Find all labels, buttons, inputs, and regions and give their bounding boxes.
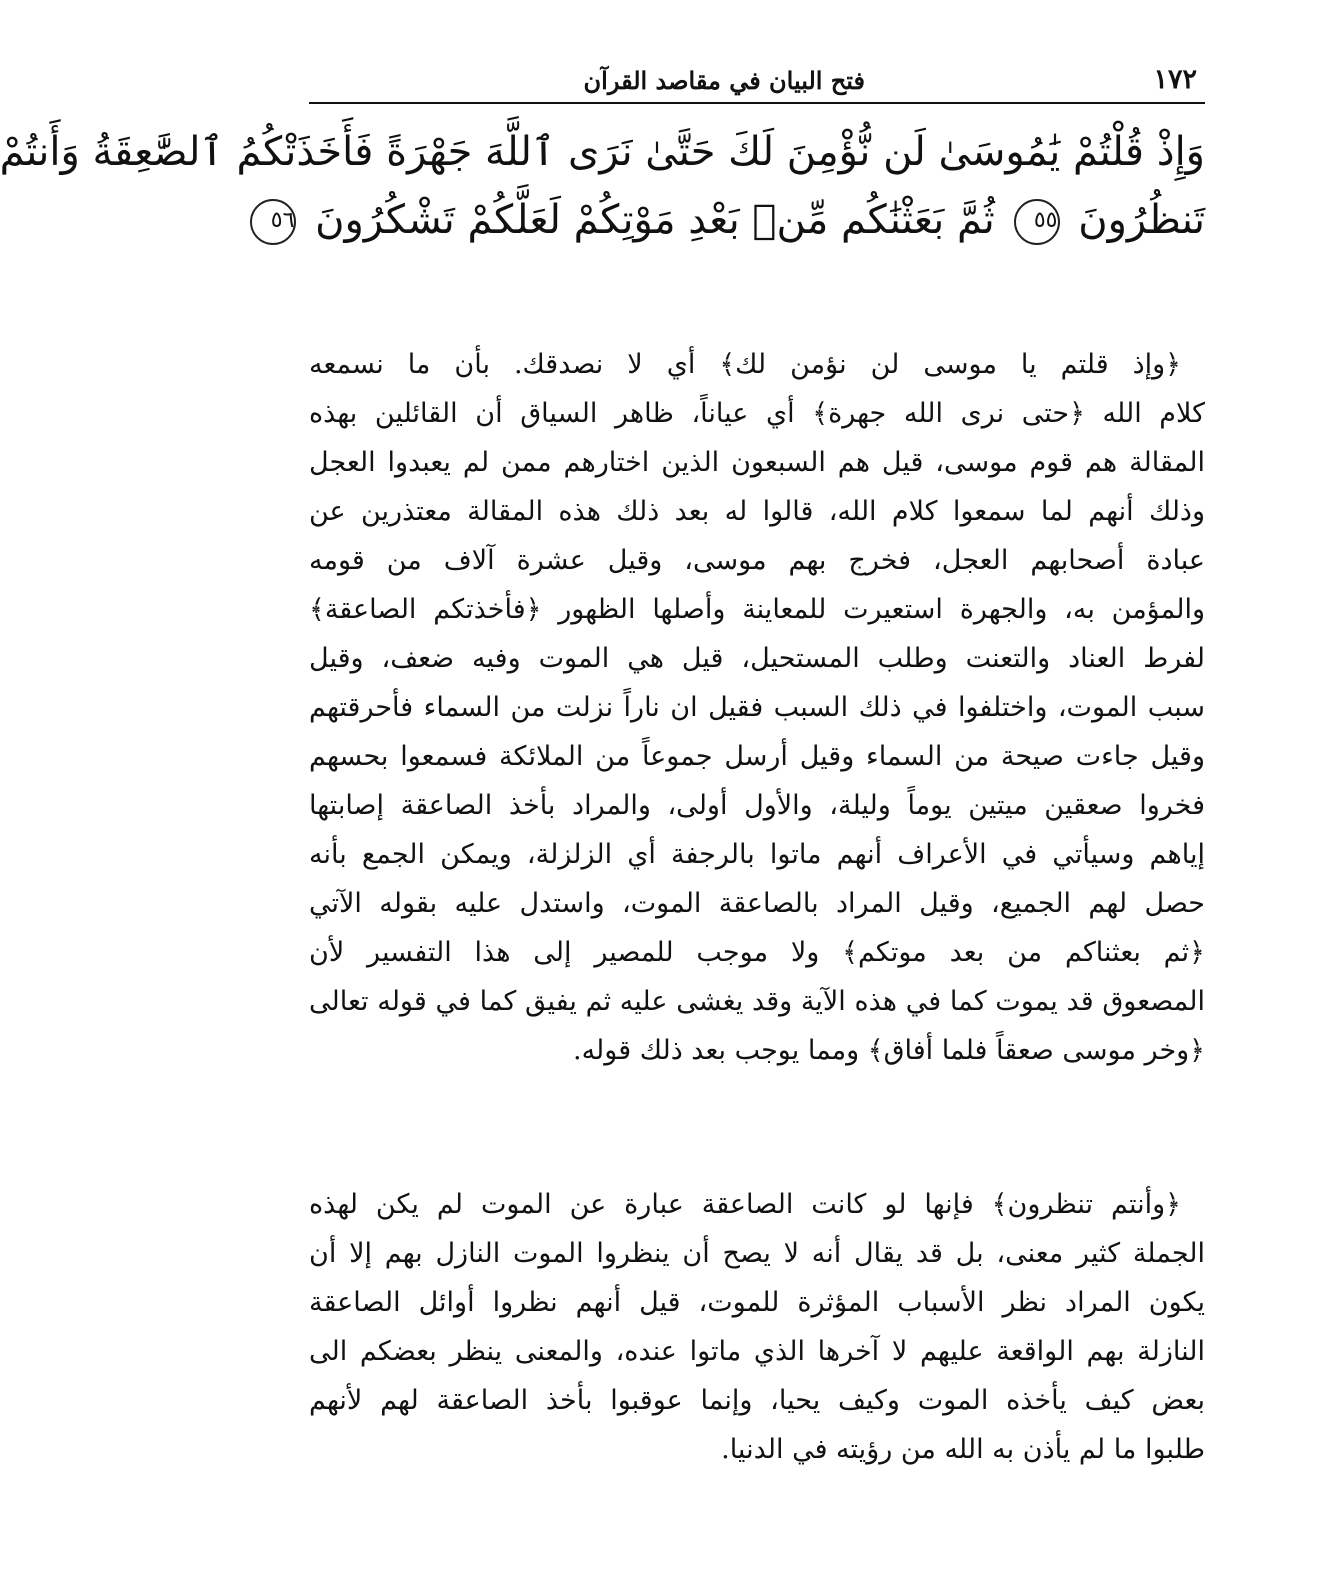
text-line: ﴿ثم بعثناكم من بعد موتكم﴾ ولا موجب للمصير إلى هذا التفسير لأن: [309, 937, 1205, 968]
ayah-number-marker: ٥٥: [1014, 199, 1060, 245]
text-line: المصعوق قد يموت كما في هذه الآية وقد يغشى عليه ثم يفيق كما في قوله تعالى: [309, 986, 1205, 1017]
text-line: إياهم وسيأتي في الأعراف أنهم ماتوا بالرجفة أي الزلزلة، ويمكن الجمع بأنه: [309, 839, 1205, 870]
text-line: والمؤمن به، والجهرة استعيرت للمعاينة وأصلها الظهور ﴿فأخذتكم الصاعقة﴾: [309, 594, 1205, 625]
text-line: وذلك أنهم لما سمعوا كلام الله، قالوا له بعد ذلك هذه المقالة معتذرين عن: [309, 496, 1205, 527]
verse-line: وَإِذْ قُلْتُمْ يَٰمُوسَىٰ لَن نُّؤْمِنَ لَكَ حَتَّىٰ نَرَى ٱللَّهَ جَهْرَةً فَأَخَذَتْكُمُ ٱلصَّٰعِقَةُ وَأَنتُمْ: [0, 129, 1205, 175]
verse-line: [270, 186, 1205, 254]
running-title: فتح البيان في مقاصد القرآن: [583, 66, 865, 95]
text-line: ﴿وأنتم تنظرون﴾ فإنها لو كانت الصاعقة عبارة عن الموت لم يكن لهذه: [309, 1189, 1181, 1220]
page-number: ١٧٢: [1153, 64, 1197, 95]
ayah-number-marker: ٥٦: [250, 199, 296, 245]
verse-text: ثُمَّ بَعَثْنَٰكُم مِّنۢ بَعْدِ مَوْتِكُمْ لَعَلَّكُمْ تَشْكُرُونَ: [315, 197, 995, 243]
page-header: [309, 60, 1205, 104]
text-line: طلبوا ما لم يأذن به الله من رؤيته في الدنيا.: [721, 1434, 1205, 1465]
text-line: الجملة كثير معنى، بل قد يقال أنه لا يصح أن ينظروا الموت النازل بهم إلا أن: [309, 1238, 1205, 1269]
text-line: النازلة بهم الواقعة عليهم لا آخرها الذي ماتوا عنده، والمعنى ينظر بعضكم الى: [309, 1336, 1205, 1367]
text-line: يكون المراد نظر الأسباب المؤثرة للموت، قيل أنهم نظروا أوائل الصاعقة: [309, 1287, 1205, 1318]
commentary-paragraph: [309, 340, 1205, 1075]
text-line: عبادة أصحابهم العجل، فخرج بهم موسى، وقيل عشرة آلاف من قومه: [309, 545, 1205, 576]
text-line: لفرط العناد والتعنت وطلب المستحيل، قيل هي الموت وفيه ضعف، وقيل: [309, 643, 1205, 674]
text-line: بعض كيف يأخذه الموت وكيف يحيا، وإنما عوقبوا بأخذ الصاعقة لهم لأنهم: [309, 1385, 1205, 1416]
text-line: المقالة هم قوم موسى، قيل هم السبعون الذين اختارهم ممن لم يعبدوا العجل: [309, 447, 1205, 478]
text-line: حصل لهم الجميع، وقيل المراد بالصاعقة الموت، واستدل عليه بقوله الآتي: [309, 888, 1205, 919]
text-line: وقيل جاءت صيحة من السماء وقيل أرسل جموعاً من الملائكة فسمعوا بحسهم: [309, 741, 1205, 772]
quran-verse-block: [0, 118, 1205, 254]
commentary-paragraph: [309, 1180, 1205, 1474]
text-line: ﴿وإذ قلتم يا موسى لن نؤمن لك﴾ أي لا نصدقك. بأن ما نسمعه: [309, 349, 1181, 380]
text-line: سبب الموت، واختلفوا في ذلك السبب فقيل ان ناراً نزلت من السماء فأحرقتهم: [309, 692, 1205, 723]
text-line: ﴿وخر موسى صعقاً فلما أفاق﴾ ومما يوجب بعد ذلك قوله.: [572, 1035, 1205, 1066]
text-line: فخروا صعقين ميتين يوماً وليلة، والأول أولى، والمراد بأخذ الصاعقة إصابتها: [309, 790, 1205, 821]
verse-text: تَنظُرُونَ: [1078, 197, 1205, 243]
text-line: كلام الله ﴿حتى نرى الله جهرة﴾ أي عياناً، ظاهر السياق أن القائلين بهذه: [309, 398, 1205, 429]
